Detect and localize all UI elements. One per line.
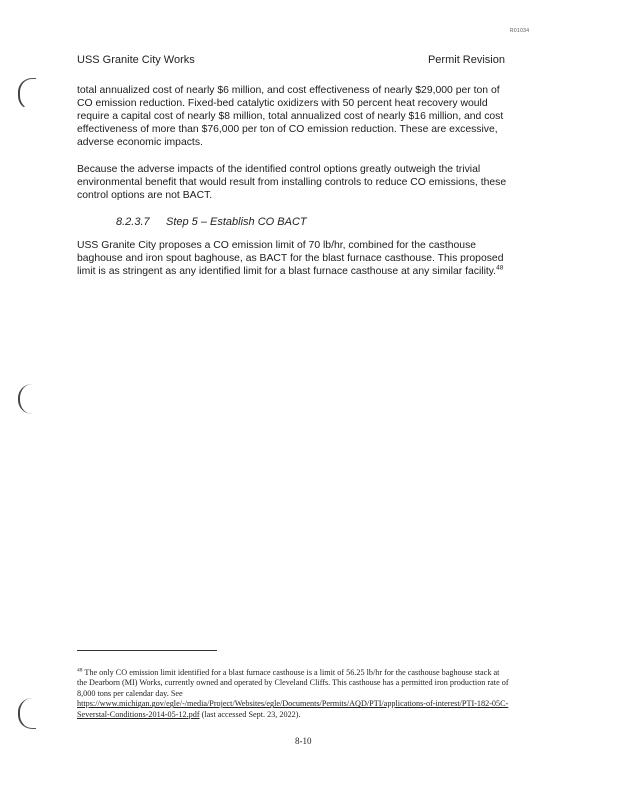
bates-stamp: R01034 [510,28,530,34]
binding-hole-mark-bottom [18,698,36,729]
binding-hole-mark-middle [18,384,36,414]
section-number: 8.2.3.7 [116,216,150,228]
footnote-access-date: (last accessed Sept. 23, 2022). [199,709,301,719]
footnote-separator [77,650,217,651]
footnote-link[interactable]: https://www.michigan.gov/egle/-/media/Project/Websites/egle/Documents/Permits/AQD/PTI/applications-of-interest/PTI-182-05C-Severstal-Conditions-2014-05-12.pdf [77,699,509,719]
paragraph-not-bact: Because the adverse impacts of the identified control options greatly outweigh the trivial environmental benefit that would result from installing controls to reduce CO emissions, these control options are not BACT. [77,164,507,202]
footnote-reference: 48 [496,264,504,272]
header-right: Permit Revision [427,54,505,66]
footnote [77,668,511,720]
binding-hole-mark-top [18,78,36,110]
page-number: 8-10 [295,736,312,746]
section-title: Step 5 – Establish CO BACT [166,216,307,228]
footnote-text: The only CO emission limit identified for a blast furnace casthouse is a limit of 56.25 lb/hr for the casthouse baghouse stack at the Dearborn (MI) Works, currently owned and operated by Cleveland Cliffs. This casthouse has a permitted iron production rate of 8,000 tons per calendar day. See [77,668,509,698]
paragraph-proposed-limit-text: USS Granite City proposes a CO emission limit of 70 lb/hr, combined for the casthouse baghouse and iron spout baghouse, as BACT for the blast furnace casthouse. This proposed limit is as stringent as any identified limit for a blast furnace casthouse at any similar facility. [77,240,504,278]
footnote-marker: 48 [77,667,83,674]
header-left: USS Granite City Works [77,54,195,66]
paragraph-proposed-limit [77,239,509,278]
section-heading [116,216,307,228]
paragraph-cost-effectiveness: total annualized cost of nearly $6 million, and cost effectiveness of nearly $29,000 per ton of CO emission reduction. Fixed-bed catalytic oxidizers with 50 percent heat recovery would require a capital cost of nearly $8 million, total annualized cost of nearly $16 million, and cost effectiveness of more than $76,000 per ton of CO emission reduction. These are excessive, adverse economic impacts. [77,85,504,149]
